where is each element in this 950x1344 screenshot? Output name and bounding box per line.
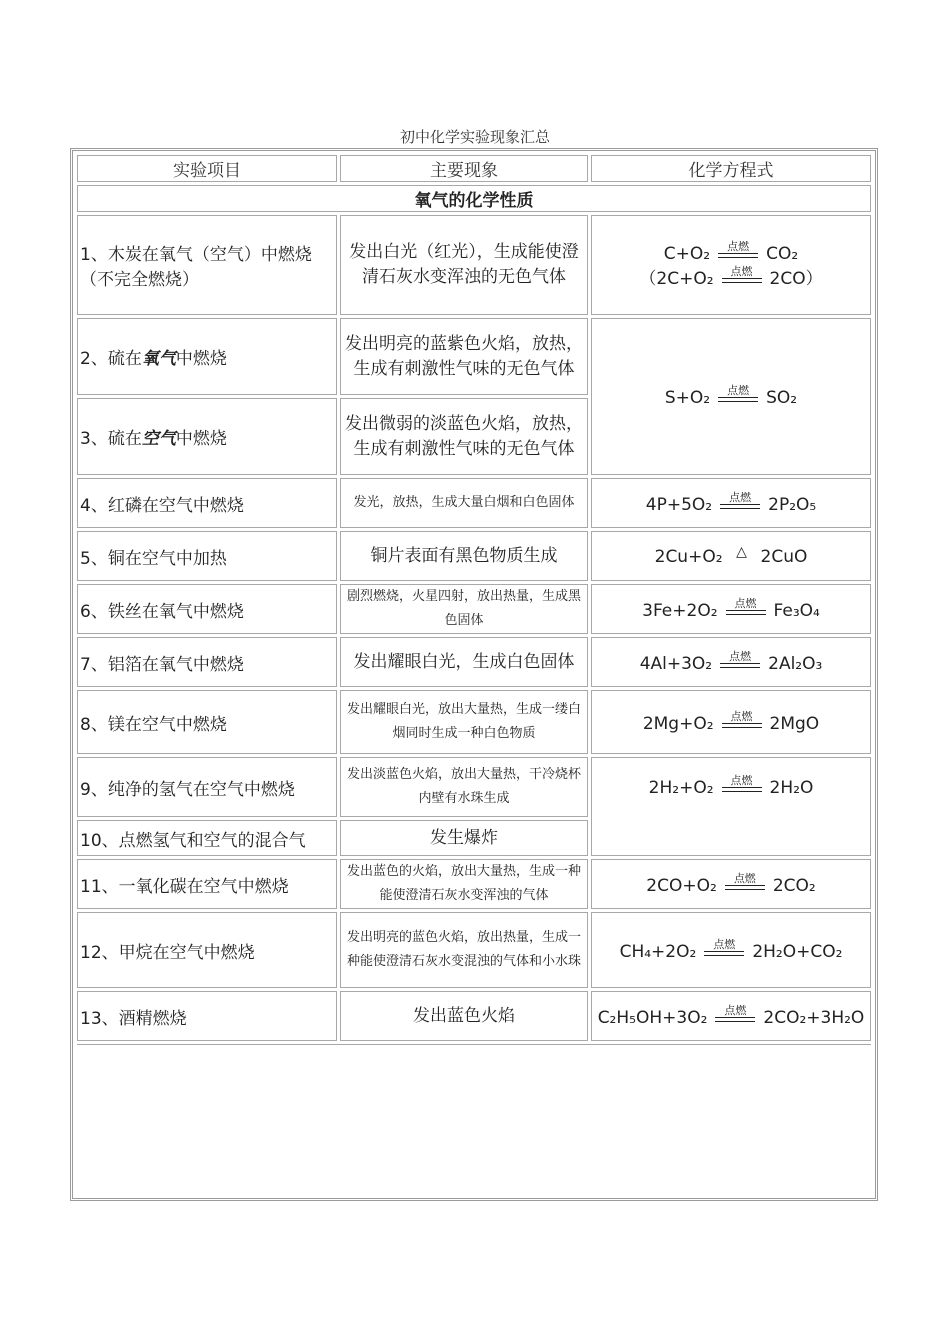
equation-cell: S+O₂ 点燃 SO₂ <box>591 318 871 475</box>
phenomenon-cell: 剧烈燃烧，火星四射，放出热量，生成黑色固体 <box>340 584 588 634</box>
phenomenon-cell: 发出蓝色火焰 <box>340 991 588 1041</box>
phenomenon-cell: 发出蓝色的火焰，放出大量热，生成一种能使澄清石灰水变浑浊的气体 <box>340 859 588 909</box>
ignite-condition: 点燃 <box>720 492 760 515</box>
table-row <box>77 637 871 687</box>
ignite-condition: 点燃 <box>718 385 758 408</box>
table-row <box>77 690 871 754</box>
equation-cell: C₂H₅OH+3O₂ 点燃 2CO₂+3H₂O <box>591 991 871 1041</box>
section-title: 氧气的化学性质 <box>77 185 871 212</box>
phenomenon-cell: 发出淡蓝色火焰，放出大量热，干冷烧杯内壁有水珠生成 <box>340 757 588 817</box>
phenomenon-cell: 发出微弱的淡蓝色火焰，放热，生成有刺激性气味的无色气体 <box>340 398 588 475</box>
phenomenon-cell: 发出耀眼白光，放出大量热，生成一缕白烟同时生成一种白色物质 <box>340 690 588 754</box>
header-phenomenon: 主要现象 <box>340 155 588 182</box>
ignite-condition: 点燃 <box>725 873 765 896</box>
equation-cell: 4P+5O₂ 点燃 2P₂O₅ <box>591 478 871 528</box>
experiment-cell: 13、酒精燃烧 <box>77 991 337 1041</box>
ignite-condition: 点燃 <box>715 1005 755 1028</box>
experiment-cell: 8、镁在空气中燃烧 <box>77 690 337 754</box>
heat-condition: △ <box>736 544 747 560</box>
ignite-condition: 点燃 <box>722 266 762 289</box>
table-row <box>77 757 871 817</box>
equation-cell: 3Fe+2O₂ 点燃 Fe₃O₄ <box>591 584 871 634</box>
ignite-condition: 点燃 <box>722 775 762 798</box>
equation-cell: 2CO+O₂ 点燃 2CO₂ <box>591 859 871 909</box>
phenomenon-cell: 发出明亮的蓝紫色火焰，放热，生成有刺激性气味的无色气体 <box>340 318 588 395</box>
table-row <box>77 584 871 634</box>
header-equation: 化学方程式 <box>591 155 871 182</box>
document-title: 初中化学实验现象汇总 <box>399 128 550 146</box>
experiment-cell: 2、硫在氧气中燃烧 <box>77 318 337 395</box>
table-row <box>77 478 871 528</box>
experiment-cell: 7、铝箔在氧气中燃烧 <box>77 637 337 687</box>
table-row <box>77 912 871 988</box>
table-row <box>77 318 871 395</box>
equation-cell: 4Al+3O₂ 点燃 2Al₂O₃ <box>591 637 871 687</box>
equation-cell: 2H₂+O₂ 点燃 2H₂O <box>591 757 871 856</box>
experiment-cell: 6、铁丝在氧气中燃烧 <box>77 584 337 634</box>
table-row <box>77 991 871 1041</box>
experiment-cell: 9、纯净的氢气在空气中燃烧 <box>77 757 337 817</box>
equation-cell: CH₄+2O₂ 点燃 2H₂O+CO₂ <box>591 912 871 988</box>
ignite-condition: 点燃 <box>722 711 762 734</box>
table-header-row <box>77 155 871 182</box>
experiment-cell: 12、甲烷在空气中燃烧 <box>77 912 337 988</box>
phenomenon-cell: 发生爆炸 <box>340 820 588 856</box>
blank-row <box>77 1044 871 1183</box>
ignite-condition: 点燃 <box>704 939 744 962</box>
equation-cell: 2Cu+O₂ △ 2CuO <box>591 531 871 581</box>
header-item: 实验项目 <box>77 155 337 182</box>
phenomenon-cell: 发出耀眼白光，生成白色固体 <box>340 637 588 687</box>
equation-cell: C+O₂ 点燃 CO₂ （2C+O₂ 点燃 2CO） <box>591 215 871 315</box>
table-row <box>77 531 871 581</box>
ignite-condition: 点燃 <box>726 598 766 621</box>
ignite-condition: 点燃 <box>718 241 758 264</box>
phenomenon-cell: 铜片表面有黑色物质生成 <box>340 531 588 581</box>
equation-cell: 2Mg+O₂ 点燃 2MgO <box>591 690 871 754</box>
section-row <box>77 185 871 212</box>
ignite-condition: 点燃 <box>720 651 760 674</box>
experiment-cell: 10、点燃氢气和空气的混合气 <box>77 820 337 856</box>
experiment-table <box>74 152 874 1186</box>
phenomenon-cell: 发出明亮的蓝色火焰，放出热量，生成一种能使澄清石灰水变混浊的气体和小水珠 <box>340 912 588 988</box>
table-row <box>77 859 871 909</box>
phenomenon-cell: 发光，放热，生成大量白烟和白色固体 <box>340 478 588 528</box>
experiment-cell: 11、一氧化碳在空气中燃烧 <box>77 859 337 909</box>
experiment-cell: 1、木炭在氧气（空气）中燃烧（不完全燃烧） <box>77 215 337 315</box>
experiment-cell: 3、硫在空气中燃烧 <box>77 398 337 475</box>
experiment-cell: 5、铜在空气中加热 <box>77 531 337 581</box>
phenomenon-cell: 发出白光（红光），生成能使澄清石灰水变浑浊的无色气体 <box>340 215 588 315</box>
table-row <box>77 215 871 315</box>
experiment-cell: 4、红磷在空气中燃烧 <box>77 478 337 528</box>
